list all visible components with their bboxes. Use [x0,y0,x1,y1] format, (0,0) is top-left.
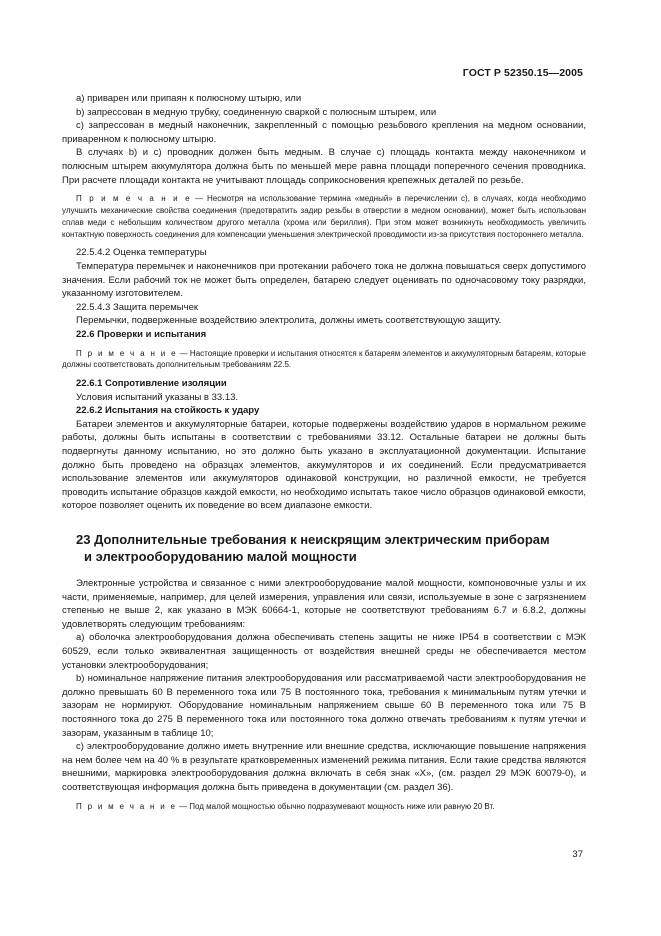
section-23-item-b: b) номинальное напряжение питания электрооборудования или рассматриваемой части электрооборудования не должно превышать 60 В переменного тока или 75 В постоянного тока, требования к минимальным путям утечки и зазорам не нормируют. Оборудование номинальным напряжением свыше 60 В переменного тока или 75 В постоянного тока до 275 В переменного тока или постоянного тока должно отвечать требованиям к путям утечки и зазорам, указанным в таблице 10; [62,673,586,739]
section-22-6-1-text: Условия испытаний указаны в 33.13. [76,391,239,403]
note-label: П р и м е ч а н и е [76,194,192,204]
section-23-heading-line1: 23 Дополнительные требования к неискрящим электрическим приборам [76,532,550,548]
section-22-5-4-3-title: 22.5.4.3 Защита перемычек [76,301,199,313]
note-label: П р и м е ч а н и е [76,801,177,811]
note-copper [62,193,586,240]
page-number: 37 [572,849,583,860]
section-22-6-title: 22.6 Проверки и испытания [76,328,207,340]
section-22-5-4-3-text: Перемычки, подверженные воздействию электролита, должны иметь соответствующую защиту. [76,315,502,327]
section-22-5-4-2-title: 22.5.4.2 Оценка температуры [76,247,207,259]
page-content [62,92,586,812]
section-23-item-a: а) оболочка электрооборудования должна обеспечивать степень защиты не ниже IP54 в соответствии с МЭК 60529, если только эквивалентная защищенность от воздействия внешней среды не обеспечивается местом установки электрооборудования; [62,632,586,671]
note-label: П р и м е ч а н и е [76,348,178,358]
standard-header: ГОСТ Р 52350.15—2005 [462,67,583,79]
section-23-heading-line2: и электрооборудованию малой мощности [84,549,357,565]
section-23-heading [62,531,586,565]
note-tests [62,348,586,372]
section-22-6-1-title: 22.6.1 Сопротивление изоляции [76,378,227,390]
list-item-a: а) приварен или припаян к полюсному штырю, или [76,93,302,104]
section-22-6-2-title: 22.6.2 Испытания на стойкость к удару [76,405,260,417]
note-text: — Под малой мощностью обычно подразумевают мощность ниже или равную 20 Вт. [176,801,495,811]
section-23-intro: Электронные устройства и связанное с ними электрооборудование малой мощности, компоновочные узлы и их части, применяемые, например, для целей измерения, управления или связи, используемые в зоне с загрязнением степенью не выше 2, как указано в МЭК 60664-1, которые не соответствуют требованиям 6.7 и 6.8.2, должны удовлетворять следующим требованиям: [62,578,586,630]
list-item-c: с) запрессован в медный наконечник, закрепленный с помощью резьбового крепления на медном основании, приваренном к полюсному штырю. [62,120,586,145]
section-23-item-c: с) электрооборудование должно иметь внутренние или внешние средства, исключающие повышение напряжения на нем более чем на 40 % в результате кратковременных изменений режима питания. Если такие средства являются внешними, маркировка электрооборудования должна включать в себя знак «Х», (см. раздел 29 МЭК 60079-0), и соответствующая информация должна быть приведена в документации (см. раздел 36). [62,741,586,793]
section-22-5-4-2-text: Температура перемычек и наконечников при протекании рабочего тока не должна повышаться сверх допустимого значения. Если рабочий ток не может быть определен, батарею следует оценивать по одночасовому току разрядки, указанному изготовителем. [62,260,586,300]
note-text: — Несмотря на использование термина «медный» в перечислении с), в случаях, когда необходимо улучшить механические свойства соединения (предотвратить задир резьбы в отверстии в медном основании), может быть использован сплав меди с небольшим количеством другого металла (хрома или бериллия). При этом может возникнуть необходимость увеличить контактную поверхность соединения для компенсации уменьшения электрической проводимости из-за присутствия постороннего металла. [62,194,586,239]
section-22-6-2-text: Батареи элементов и аккумуляторные батареи, которые подвержены воздействию ударов в нормальном режиме работы, должны быть испытаны в соответствии с требованиями 33.12. Остальные батареи не должны быть подвергнуты данному испытанию, но это должно быть указано в эксплуатационной документации. Испытание должно быть проведено на образцах элементов, аккумуляторов и их соединений. Если предусматривается использование элементов или аккумуляторов одинаковой конструкции, но различной емкости, не требуется проводить испытание образцов каждой емкости, но необходимо испытать такое число образцов одинаковой емкости, которое позволяет оценить их поведение во всем диапазоне емкости. [62,418,586,512]
list-item-b: b) запрессован в медную трубку, соединенную сваркой с полюсным штырем, или [76,106,437,118]
paragraph-cases: В случаях b) и с) проводник должен быть медным. В случае с) площадь контакта между наконечником и полюсным штырем аккумулятора должна быть по меньшей мере равна площади поперечного сечения проводника. При расчете площади контакта не учитывают площадь соприкосновения крепежных деталей по резьбе. [62,147,586,186]
note-text: — Настоящие проверки и испытания относятся к батареям элементов и аккумуляторным батареям, которые должны соответствовать дополнительным требованиям 22.5. [62,348,586,370]
note-low-power [62,801,586,813]
